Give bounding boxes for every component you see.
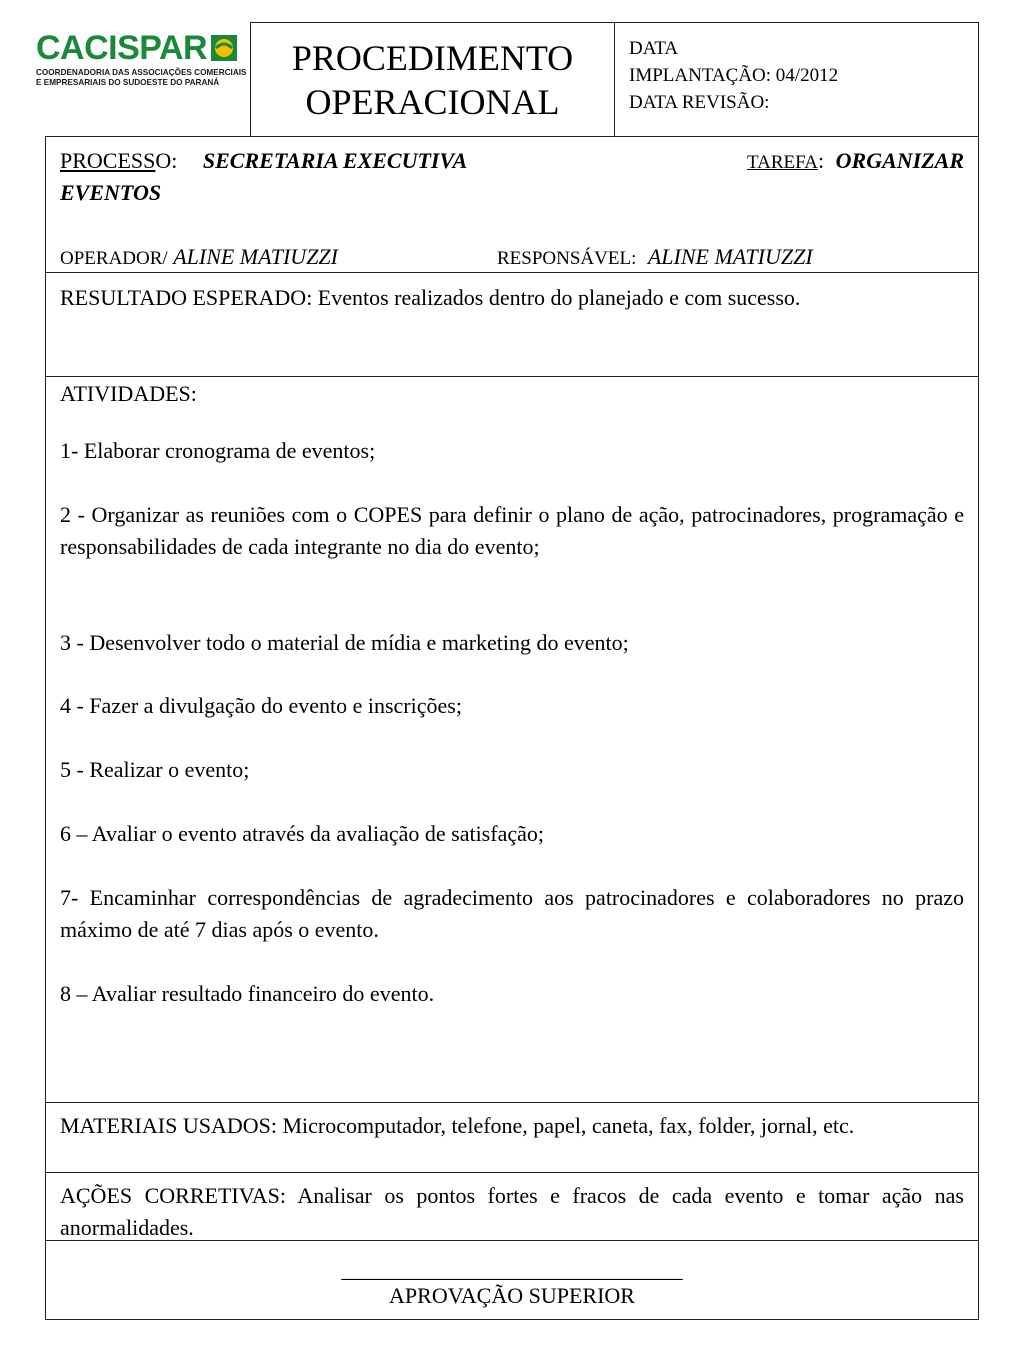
activity-item: 3 - Desenvolver todo o material de mídia e marketing do evento; <box>60 630 629 655</box>
process-value: SECRETARIA EXECUTIVA <box>202 148 468 173</box>
activities-section <box>45 376 979 1103</box>
task-value-continued: EVENTOS <box>60 180 162 205</box>
activity-item: 6 – Avaliar o evento através da avaliação de satisfação; <box>60 821 544 846</box>
expected-result-text: : Eventos realizados dentro do planejado e com sucesso. <box>306 285 801 310</box>
date-cell <box>614 22 979 137</box>
responsible-value: ALINE MATIUZZI <box>647 244 813 269</box>
logo-subtitle-2: E EMPRESARIAIS DO SUDOESTE DO PARANÁ <box>36 78 220 87</box>
process-line <box>60 145 964 177</box>
materials-value: Microcomputador, telefone, papel, caneta, fax, folder, jornal, etc. <box>282 1113 855 1138</box>
materials-text <box>60 1110 964 1142</box>
operator-line <box>60 241 964 275</box>
activities-label: ATIVIDADES: <box>60 381 197 406</box>
corrective-value: Analisar os pontos fortes e fracos de cada evento e tomar ação nas anormalidades. <box>60 1183 964 1240</box>
activity-item: 1- Elaborar cronograma de eventos; <box>60 438 376 463</box>
responsible-label: RESPONSÁVEL: <box>497 248 637 269</box>
activity-item: 4 - Fazer a divulgação do evento e inscrições; <box>60 693 462 718</box>
implantation-date: IMPLANTAÇÃO: 04/2012 <box>629 65 839 86</box>
approval-section <box>45 1240 979 1320</box>
document-title: PROCEDIMENTO OPERACIONAL <box>291 37 574 122</box>
logo-subtitle-1: COORDENADORIA DAS ASSOCIAÇÕES COMERCIAIS <box>36 68 247 77</box>
activity-item: 2 - Organizar as reuniões com o COPES para definir o plano de ação, patrocinadores, programação e responsabilidades de cada integrante no dia do evento; <box>60 502 964 559</box>
task-label: TAREFA <box>747 152 819 173</box>
task-colon: : <box>818 148 825 173</box>
corrective-actions-section <box>45 1172 979 1241</box>
activity-item: 5 - Realizar o evento; <box>60 757 250 782</box>
process-label: PROCESS <box>60 148 156 173</box>
activity-item: 7- Encaminhar correspondências de agradecimento aos patrocinadores e colaboradores no prazo máximo de até 7 dias após o evento. <box>60 885 964 942</box>
logo-emblem-icon <box>211 33 239 63</box>
materials-label: MATERIAIS USADOS: <box>60 1113 277 1138</box>
corrective-text <box>60 1180 964 1244</box>
approval-label: APROVAÇÃO SUPERIOR <box>389 1283 635 1308</box>
cacispar-logo <box>36 30 250 94</box>
logo-name: CACISPAR <box>36 29 208 67</box>
operator-value: ALINE MATIUZZI <box>173 244 338 269</box>
operator-label: OPERADOR/ <box>60 248 168 269</box>
expected-result-label: RESULTADO ESPERADO <box>60 285 307 310</box>
date-label: DATA <box>629 38 679 59</box>
title-cell <box>250 22 615 137</box>
materials-section <box>45 1102 979 1173</box>
activity-item: 8 – Avaliar resultado financeiro do evento. <box>60 981 435 1006</box>
expected-result-section <box>45 272 979 377</box>
expected-result <box>60 282 964 314</box>
revision-date: DATA REVISÃO: <box>629 92 770 113</box>
process-label-tail: O: <box>155 148 178 173</box>
signature-line: _______________________________ <box>341 1257 683 1282</box>
task-value: ORGANIZAR <box>835 148 964 173</box>
corrective-label: AÇÕES CORRETIVAS: <box>60 1183 287 1208</box>
process-section <box>45 136 979 273</box>
